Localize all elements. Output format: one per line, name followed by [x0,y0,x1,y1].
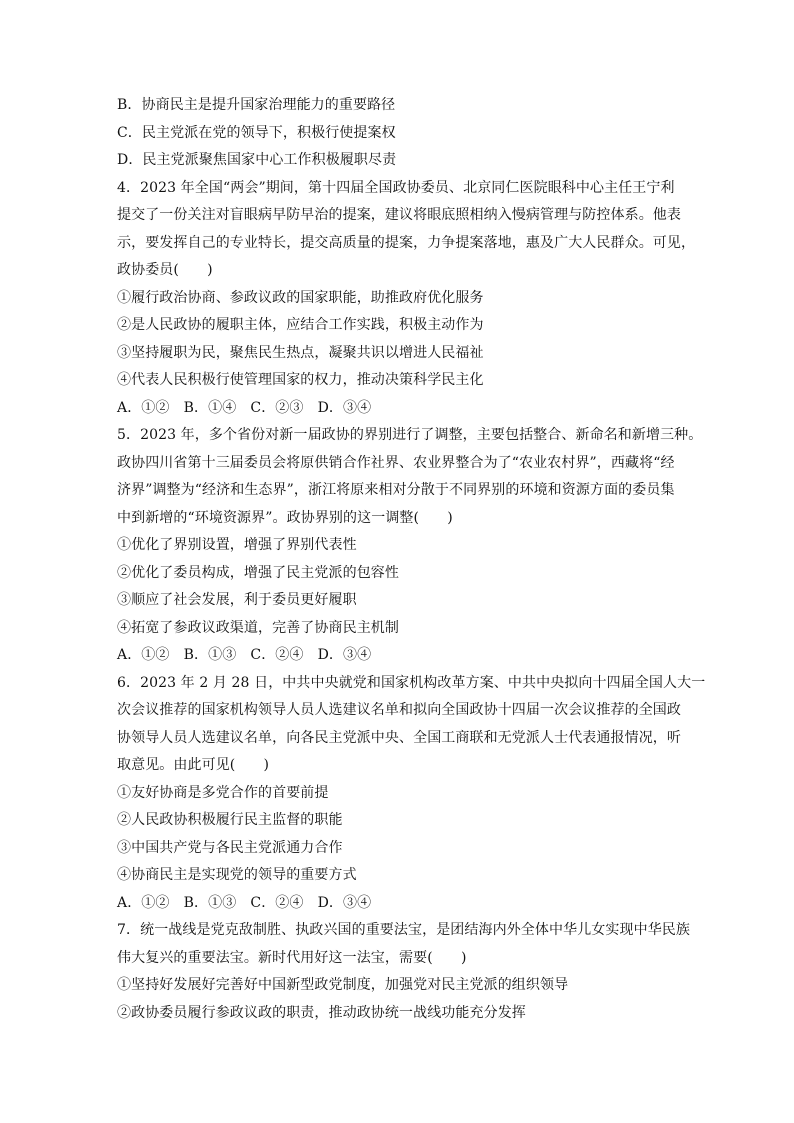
q5-stem-line: 中到新增的“环境资源界”。政协界别的这一调整( ) [117,509,453,526]
question-6 [117,670,706,918]
q3-option-d: D．民主党派聚焦国家中心工作积极履职尽责 [117,152,397,168]
q4-item-2: ②是人民政协的履职主体，应结合工作实践，积极主动作为 [117,317,484,333]
q4-item-4: ④代表人民积极行使管理国家的权力，推动决策科学民主化 [117,372,484,388]
q5-item-1: ①优化了界别设置，增强了界别代表性 [117,537,357,553]
q7-item-1: ①坚持好发展好完善好中国新型政党制度，加强党对民主党派的组织领导 [117,977,569,993]
q5-stem-line: 济界”调整为“经济和生态界”，浙江将原来相对分散于不同界别的环境和资源方面的委员集 [117,482,675,498]
q6-item-4: ④协商民主是实现党的领导的重要方式 [117,867,357,883]
q5-choices: A．①② B．①③ C．②④ D．③④ [117,647,372,663]
exam-page [117,92,706,1027]
q7-item-2: ②政协委员履行参政议政的职责，推动政协统一战线功能充分发挥 [117,1004,526,1021]
q4-stem-line: 提交了一份关注对盲眼病早防早治的提案，建议将眼底照相纳入慢病管理与防控体系。他表 [117,207,681,223]
q6-stem-line: 6．2023 年 2 月 28 日，中共中央就党和国家机构改革方案、中共中央拟向十四届全国人大一 [117,674,706,691]
q3-option-c: C．民主党派在党的领导下，积极行使提案权 [117,124,396,141]
q6-stem-line: 取意见。由此可见( ) [117,757,270,773]
q5-stem-line: 政协四川省第十三届委员会将原供销合作社界、农业界整合为了“农业农村界”，西藏将“经 [117,454,675,471]
q6-item-2: ②人民政协积极履行民主监督的职能 [117,812,343,828]
q5-stem-line: 5．2023 年，多个省份对新一届政协的界别进行了调整，主要包括整合、新命名和新增三种。 [117,427,703,443]
question-7 [117,917,691,1027]
q4-stem-line: 示，要发挥自己的专业特长，提交高质量的提案，力争提案落地，惠及广大人民群众。可见， [117,234,696,251]
q4-item-1: ①履行政治协商、参政议政的国家职能，助推政府优化服务 [117,289,484,306]
q6-item-3: ③中国共产党与各民主党派通力合作 [117,839,343,856]
q4-stem-line: 政协委员( ) [117,262,213,278]
question-4 [117,175,696,423]
q6-item-1: ①友好协商是多党合作的首要前提 [117,784,329,801]
q6-stem-line: 次会议推荐的国家机构领导人员人选建议名单和拟向全国政协十四届一次会议推荐的全国政 [117,702,681,718]
question-3-options [117,92,677,175]
q5-item-2: ②优化了委员构成，增强了民主党派的包容性 [117,564,399,581]
q6-stem-line: 协领导人员人选建议名单，向各民主党派中央、全国工商联和无党派人士代表通报情况，听 [117,729,681,746]
q4-choices: A．①② B．①④ C．②③ D．③④ [117,399,372,416]
q7-stem-line: 7．统一战线是党克敌制胜、执政兴国的重要法宝，是团结海内外全体中华儿女实现中华民族 [117,922,691,938]
question-5 [117,422,703,670]
q3-option-b: B．协商民主是提升国家治理能力的重要路径 [117,97,396,113]
q4-stem-line: 4．2023 年全国“两会”期间，第十四届全国政协委员、北京同仁医院眼科中心主任王宁利 [117,179,675,196]
q5-item-3: ③顺应了社会发展，利于委员更好履职 [117,592,357,608]
q4-item-3: ③坚持履职为民，聚焦民生热点，凝聚共识以增进人民福祉 [117,344,484,361]
q6-choices: A．①② B．①③ C．②④ D．③④ [117,894,372,911]
q5-item-4: ④拓宽了参政议政渠道，完善了协商民主机制 [117,619,399,636]
q7-stem-line: 伟大复兴的重要法宝。新时代用好这一法宝，需要( ) [117,949,467,966]
